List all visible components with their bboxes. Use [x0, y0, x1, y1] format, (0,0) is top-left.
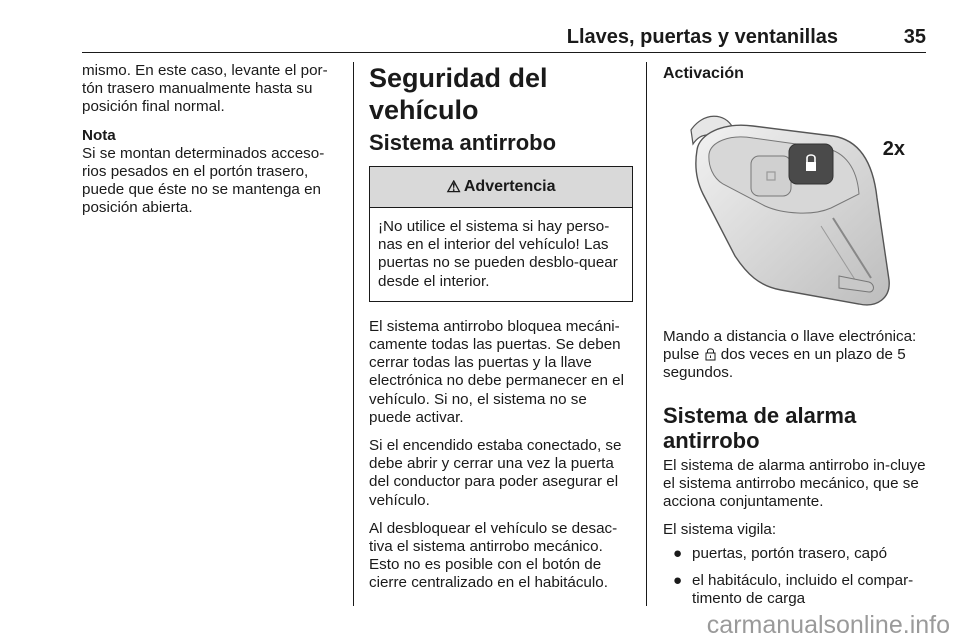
section-heading: Seguridad del vehículo: [369, 63, 548, 125]
lock-icon: [705, 347, 716, 361]
key-fob-figure: [663, 98, 929, 310]
press-count-label: 2x: [882, 138, 905, 160]
warning-text: ¡No utilice el sistema si hay perso-nas en el interior del vehículo! Las puertas no se pueden desblo-quear desde el interior.: [378, 218, 618, 290]
bullet-icon: ●: [673, 571, 683, 589]
note-title: Nota: [82, 126, 116, 144]
monitor-intro: El sistema vigila:: [663, 521, 777, 539]
header-rule: [82, 52, 926, 53]
alarm-heading-line2: antirrobo: [663, 427, 760, 453]
activation-heading: Activación: [663, 65, 744, 82]
watermark: carmanualsonline.info: [706, 611, 950, 639]
paragraph: El sistema antirrobo bloquea mecáni-camente todas las puertas. Se deben cerrar todas las puertas y la llave electrónica no debe permanecer en el vehículo. Si no, el sistema no se puede activar.: [369, 317, 624, 426]
page-header-title: Llaves, puertas y ventanillas: [566, 26, 838, 48]
list-item-text: puertas, portón trasero, capó: [692, 545, 888, 563]
list-item: [663, 572, 933, 608]
column-divider-right: [646, 62, 647, 606]
note-text: Si se montan determinados acceso-rios pesados en el portón trasero, puede que éste no se mantenga en posición abierta.: [82, 144, 325, 217]
page-number: 35: [903, 26, 926, 48]
monitor-list: [663, 545, 933, 608]
column-left: [82, 62, 344, 228]
paragraph: Si el encendido estaba conectado, se debe abrir y cerrar una vez la puerta del conductor para poder asegurar el vehículo.: [369, 437, 622, 509]
bullet-icon: ●: [673, 545, 683, 563]
activation-text-after: dos veces en un plazo de 5 segundos.: [663, 346, 906, 382]
column-divider-left: [353, 62, 354, 606]
alarm-text: El sistema de alarma antirrobo in-cluye el sistema antirrobo mecánico, que se acciona conjuntamente.: [663, 456, 926, 511]
list-item: [663, 545, 933, 563]
section-subheading: Sistema antirrobo: [369, 130, 557, 155]
activation-instructions: [663, 328, 933, 383]
warning-triangle-icon: ⚠: [446, 179, 461, 196]
activation-text-before: Mando a distancia o llave electrónica: pulse: [663, 328, 917, 364]
continued-paragraph: mismo. En este caso, levante el por-tón trasero manualmente hasta su posición final normal.: [82, 62, 328, 116]
key-fob-icon: [663, 98, 893, 310]
alarm-heading-line1: Sistema de alarma: [663, 402, 857, 428]
column-right: [663, 62, 933, 616]
paragraph: Al desbloquear el vehículo se desac-tiva el sistema antirrobo mecánico. Esto no es posible con el botón de cierre centralizado en el habitáculo.: [369, 519, 618, 592]
warning-header: [370, 167, 632, 208]
alarm-heading: [663, 403, 933, 453]
list-item-text: el habitáculo, incluido el compar-timento de carga: [692, 571, 914, 607]
warning-box: [369, 166, 633, 302]
warning-title: Advertencia: [463, 178, 556, 195]
column-middle: [369, 62, 633, 603]
